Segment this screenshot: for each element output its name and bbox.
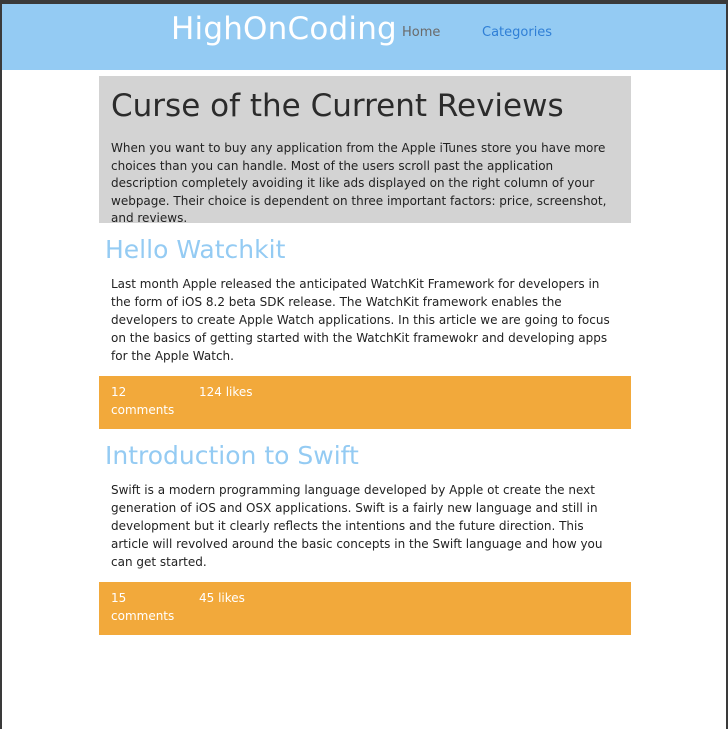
- article-title[interactable]: Introduction to Swift: [105, 441, 359, 470]
- article-meta-bar: [99, 376, 631, 429]
- featured-body: When you want to buy any application from the Apple iTunes store you have more choices than you can handle. Most of the users scroll past the application description completely avoiding it like ads displayed on the right column of your webpage. Their choice is dependent on three important factors: price, screenshot, and reviews.: [111, 141, 607, 225]
- likes-count[interactable]: 45 likes: [199, 591, 245, 605]
- featured-article: [99, 76, 631, 223]
- site-header: [2, 4, 726, 70]
- article-body: Last month Apple released the anticipated WatchKit Framework for developers in the form of iOS 8.2 beta SDK release. The WatchKit framework enables the developers to create Apple Watch applications. In this article we are going to focus on the basics of getting started with the WatchKit framewokr and developing apps for the Apple Watch.: [111, 277, 610, 363]
- site-logo[interactable]: HighOnCoding: [171, 11, 397, 47]
- comments-count[interactable]: 12 comments: [111, 385, 175, 417]
- article-title[interactable]: Hello Watchkit: [105, 235, 286, 264]
- article-body: Swift is a modern programming language developed by Apple ot create the next generation of iOS and OSX applications. Swift is a fairly new language and still in development but it clearly reflects the intentions and the future direction. This article will revolved around the basic concepts in the Swift language and how you can get started.: [111, 483, 603, 569]
- featured-title[interactable]: Curse of the Current Reviews: [111, 88, 564, 124]
- nav-home-link[interactable]: Home: [402, 25, 441, 40]
- likes-count[interactable]: 124 likes: [199, 385, 253, 399]
- article-card: [99, 439, 631, 635]
- comments-count[interactable]: 15 comments: [111, 591, 175, 623]
- article-card: [99, 233, 631, 429]
- nav-categories-link[interactable]: Categories: [482, 25, 553, 40]
- page: [2, 4, 726, 729]
- main-content: [99, 76, 631, 635]
- article-meta-bar: [99, 582, 631, 635]
